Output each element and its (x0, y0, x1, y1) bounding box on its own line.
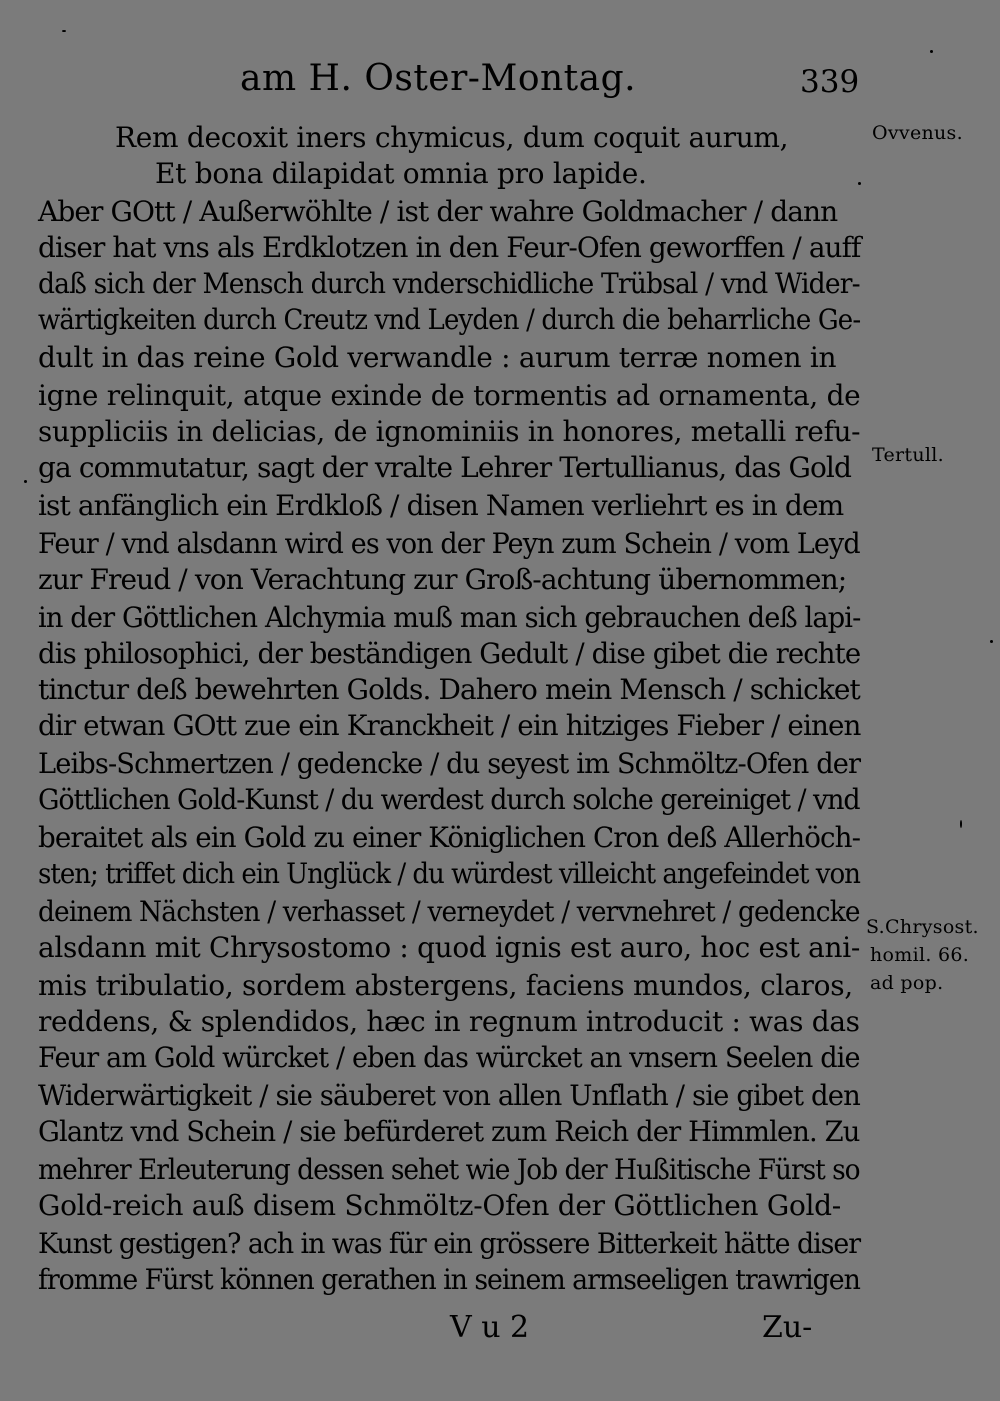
text-line: reddens, & splendidos, hæc in regnum introducit : was das (38, 1005, 860, 1038)
text-line: diser hat vns als Erdklotzen in den Feur-Ofen geworffen / auff (38, 231, 861, 264)
text-line: Widerwärtigkeit / sie säuberet von allen Unflath / sie gibet den (38, 1079, 860, 1112)
text-line: ist anfänglich ein Erdkloß / disen Namen verliehrt es in dem (38, 489, 844, 522)
text-line: Gold-reich auß disem Schmöltz-Ofen der Göttlichen Gold- (38, 1189, 841, 1222)
text-line: beraitet als ein Gold zu einer Königlichen Cron deß Allerhöch- (38, 821, 861, 854)
text-line: suppliciis in delicias, de ignominiis in honores, metalli refu- (38, 415, 861, 448)
text-line: Göttlichen Gold-Kunst / du werdest durch solche gereiniget / vnd (38, 783, 860, 816)
ink-speck (960, 820, 962, 828)
marginal-note-chrysostom: S.Chrysost. (866, 916, 979, 938)
catchword: Zu- (762, 1310, 813, 1345)
text-line: daß sich der Mensch durch vnderschidliche Trübsal / vnd Wider- (38, 267, 860, 300)
text-line: alsdann mit Chrysostomo : quod ignis est auro, hoc est ani- (38, 931, 860, 964)
text-line: ga commutatur, sagt der vralte Lehrer Tertullianus, das Gold (38, 451, 851, 484)
text-line: zur Freud / von Verachtung zur Groß-achtung übernommen; (38, 563, 847, 596)
text-line: mis tribulatio, sordem abstergens, faciens mundos, claros, (38, 969, 853, 1002)
ink-speck (930, 50, 933, 53)
marginal-note-homily: homil. 66. (870, 944, 970, 966)
signature-mark: V u 2 (450, 1310, 530, 1345)
text-line: deinem Nächsten / verhasset / verneydet / vervnehret / gedencke (38, 895, 860, 928)
text-line: dis philosophici, der beständigen Gedult / dise gibet die rechte (38, 637, 861, 670)
marginal-note-tertullian: Tertull. (872, 444, 944, 466)
text-line: Glantz vnd Schein / sie befürderet zum Reich der Himmlen. Zu (38, 1115, 860, 1148)
text-line: wärtigkeiten durch Creutz vnd Leyden / durch die beharrliche Ge- (38, 303, 861, 336)
text-line: dir etwan GOtt zue ein Kranckheit / ein hitziges Fieber / einen (38, 709, 861, 742)
text-line: Feur / vnd alsdann wird es von der Peyn zum Schein / vom Leyd (38, 527, 860, 560)
text-line: mehrer Erleuterung dessen sehet wie Job der Hußitische Fürst so (38, 1153, 860, 1186)
text-line: igne relinquit, atque exinde de tormentis ad ornamenta, de (38, 379, 861, 412)
text-line: in der Göttlichen Alchymia muß man sich gebrauchen deß lapi- (38, 601, 861, 634)
text-line: Feur am Gold würcket / eben das würcket an vnsern Seelen die (38, 1041, 860, 1074)
marginal-note-owenus: Ovvenus. (872, 122, 963, 144)
marginal-note-ad-pop: ad pop. (870, 972, 944, 994)
ink-speck (858, 182, 861, 185)
running-title: am H. Oster-Montag. (240, 58, 637, 99)
text-line: tinctur deß bewehrten Golds. Dahero mein Mensch / schicket (38, 673, 860, 706)
text-line: Rem decoxit iners chymicus, dum coquit aurum, (115, 121, 789, 154)
text-line: Aber GOtt / Außerwöhlte / ist der wahre Goldmacher / dann (38, 195, 838, 228)
text-line: Et bona dilapidat omnia pro lapide. (155, 157, 647, 190)
text-line: sten; triffet dich ein Unglück / du würdest villeicht angefeindet von (38, 857, 860, 890)
ink-speck (62, 30, 66, 32)
text-line: Kunst gestigen? ach in was für ein grössere Bitterkeit hätte diser (38, 1227, 860, 1260)
page-number: 339 (800, 64, 860, 100)
ink-speck (990, 640, 993, 643)
ink-speck (24, 480, 27, 483)
text-line: dult in das reine Gold verwandle : aurum terræ nomen in (38, 341, 837, 374)
text-line: Leibs-Schmertzen / gedencke / du seyest im Schmöltz-Ofen der (38, 747, 861, 780)
text-line: fromme Fürst können gerathen in seinem armseeligen trawrigen (38, 1263, 860, 1296)
